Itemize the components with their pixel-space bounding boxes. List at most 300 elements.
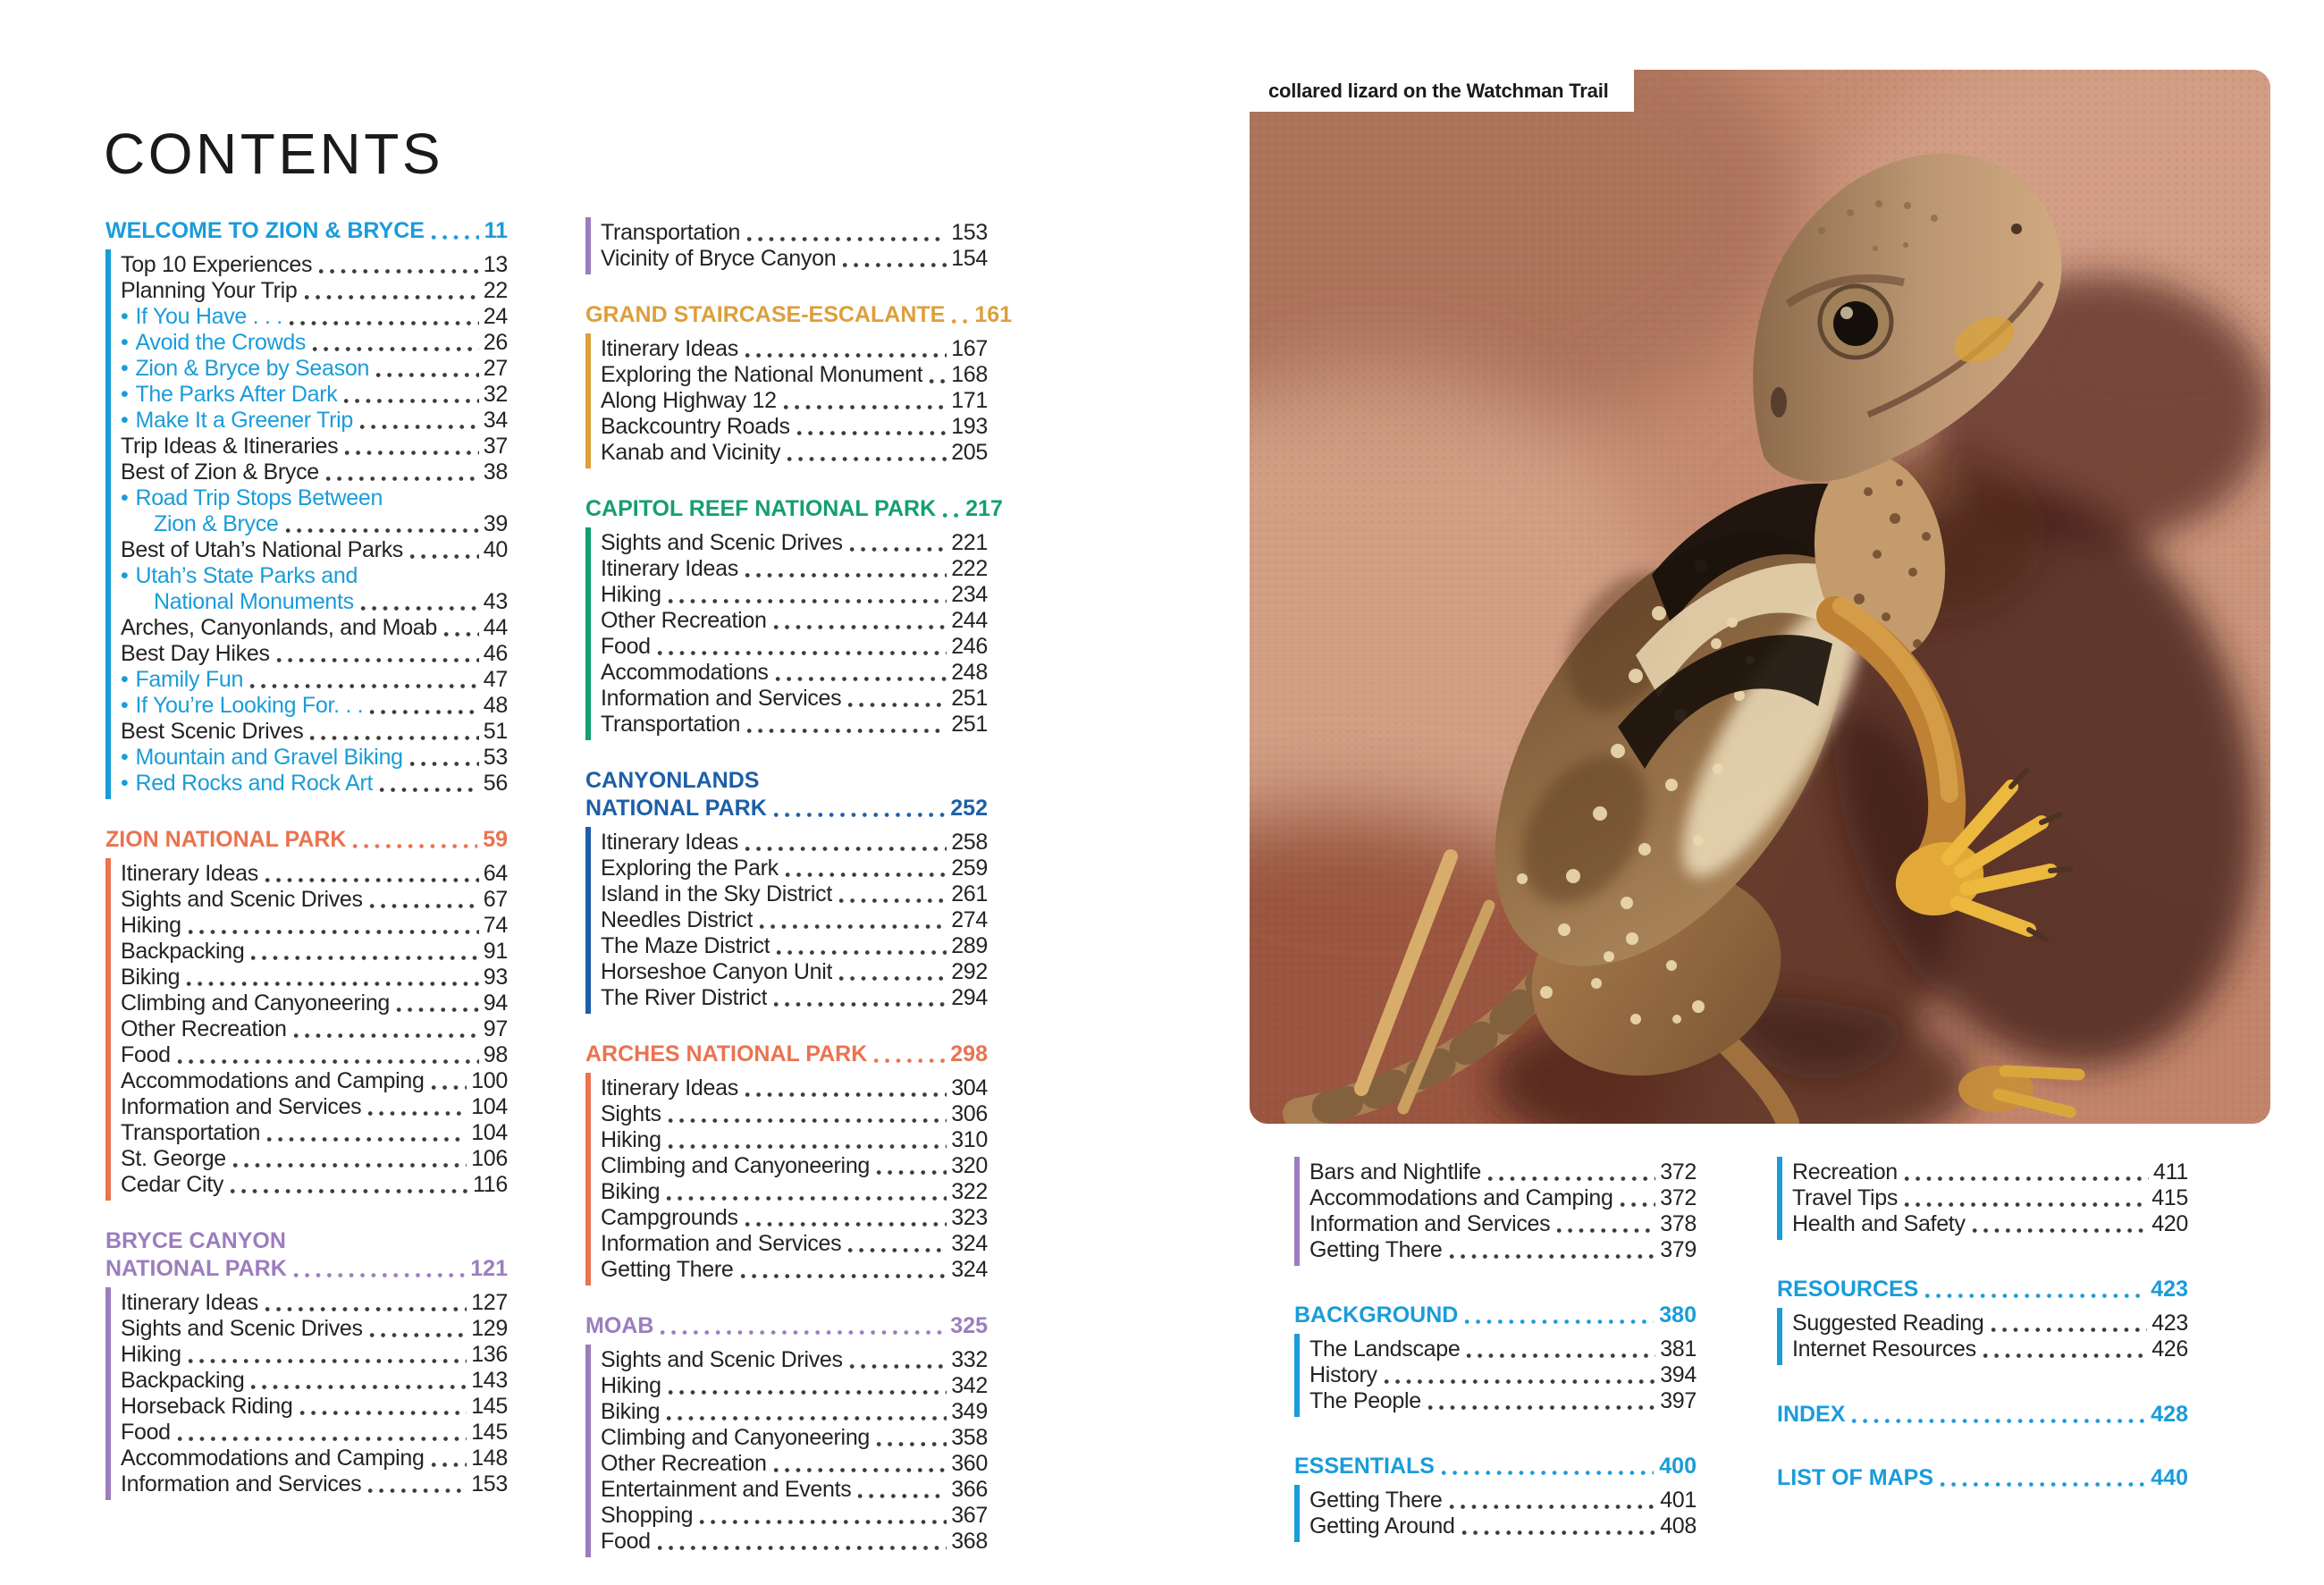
entry-label: Entertainment and Events <box>601 1477 852 1502</box>
section-header-line <box>105 1227 508 1255</box>
dotted-leader <box>369 709 478 715</box>
toc-entry <box>121 615 508 641</box>
section-header-line <box>585 301 1013 329</box>
toc-entry <box>1792 1159 2188 1185</box>
section-header-line <box>105 826 508 854</box>
dotted-leader <box>666 1415 947 1421</box>
dotted-leader <box>304 294 479 300</box>
dotted-leader <box>367 1488 467 1494</box>
dotted-leader <box>177 1058 479 1065</box>
entry-page-number: 129 <box>471 1316 508 1341</box>
section-page-number: 325 <box>950 1313 988 1338</box>
toc-entry <box>601 608 988 634</box>
dotted-leader <box>293 1033 479 1039</box>
section-title: BRYCE CANYON <box>105 1228 286 1253</box>
toc-section <box>1294 1453 1697 1542</box>
entry-page-number: 259 <box>951 856 988 881</box>
toc-entry <box>121 745 508 771</box>
entry-label: Along Highway 12 <box>601 388 777 413</box>
entry-label: Zion & Bryce <box>154 511 279 536</box>
section-header <box>1777 1276 2188 1303</box>
entry-page-number: 168 <box>951 362 988 387</box>
entry-page-number: 67 <box>483 887 508 912</box>
entry-list <box>105 1287 508 1500</box>
section-page-number: 440 <box>2151 1465 2188 1490</box>
entry-page-number: 153 <box>951 220 988 245</box>
dotted-leader <box>409 553 479 560</box>
section-title: CAPITOL REEF NATIONAL PARK <box>585 496 937 521</box>
entry-page-number: 94 <box>483 991 508 1016</box>
toc-entry <box>601 1347 988 1373</box>
entry-page-number: 167 <box>951 336 988 361</box>
entry-list <box>1294 1334 1697 1417</box>
section-title: INDEX <box>1777 1402 1846 1427</box>
section-header <box>585 301 1013 329</box>
dotted-leader <box>1620 1201 1656 1208</box>
section-header <box>585 1041 988 1068</box>
section-page-number: 423 <box>2151 1277 2188 1302</box>
entry-label: Cedar City <box>121 1172 224 1197</box>
toc-entry <box>121 887 508 913</box>
entry-label: Food <box>121 1420 171 1445</box>
toc-section <box>1777 1401 2188 1429</box>
toc-entry <box>121 408 508 434</box>
entry-label: Information and Services <box>121 1094 362 1119</box>
section-header <box>1294 1453 1697 1480</box>
toc-entry <box>1792 1185 2188 1211</box>
entry-page-number: 26 <box>483 330 508 355</box>
bullet-icon: • <box>121 667 129 692</box>
entry-label: History <box>1309 1362 1377 1387</box>
lizard-photo <box>1250 70 2270 1124</box>
entry-label: Information and Services <box>601 1231 842 1256</box>
entry-label: Zion & Bryce by Season <box>135 356 370 381</box>
toc-entry <box>601 1477 988 1503</box>
section-title: ESSENTIALS <box>1294 1454 1435 1479</box>
dotted-leader <box>188 929 479 935</box>
toc-section <box>1294 1157 1697 1266</box>
toc-entry <box>1309 1237 1697 1263</box>
section-title: BACKGROUND <box>1294 1303 1459 1328</box>
entry-page-number: 24 <box>483 304 508 329</box>
section-header <box>585 767 988 822</box>
dotted-leader <box>289 320 479 326</box>
dotted-leader <box>787 456 947 462</box>
toc-entry <box>121 771 508 797</box>
entry-label: Accommodations <box>601 660 769 685</box>
dotted-leader <box>1904 1176 2149 1182</box>
entry-page-number: 127 <box>471 1290 508 1315</box>
entry-label: Backpacking <box>121 1368 245 1393</box>
section-page-number: 252 <box>950 796 988 821</box>
toc-entry <box>121 485 508 511</box>
dotted-leader <box>942 512 960 518</box>
toc-section <box>105 217 508 799</box>
toc-entry <box>601 1503 988 1529</box>
dotted-leader <box>773 1467 947 1473</box>
dotted-leader <box>431 1462 467 1468</box>
entry-label: Best Day Hikes <box>121 641 270 666</box>
photo-caption: collared lizard on the Watchman Trail <box>1250 70 1634 112</box>
toc-entry <box>1309 1513 1697 1539</box>
entry-page-number: 246 <box>951 634 988 659</box>
toc-entry <box>601 1257 988 1283</box>
entry-label: Other Recreation <box>601 1451 767 1476</box>
entry-page-number: 294 <box>951 985 988 1010</box>
entry-label: Transportation <box>601 220 741 245</box>
dotted-leader <box>873 1058 945 1064</box>
dotted-leader <box>849 546 947 552</box>
bullet-icon: • <box>121 745 129 770</box>
entry-label: Biking <box>601 1399 661 1424</box>
entry-page-number: 22 <box>483 278 508 303</box>
entry-label: Suggested Reading <box>1792 1311 1984 1336</box>
entry-label: Family Fun <box>135 667 244 692</box>
entry-page-number: 372 <box>1660 1185 1697 1210</box>
entry-list <box>105 249 508 799</box>
entry-page-number: 368 <box>951 1529 988 1554</box>
toc-entry <box>121 356 508 382</box>
dotted-leader <box>266 1136 467 1142</box>
toc-entry <box>601 1425 988 1451</box>
entry-page-number: 360 <box>951 1451 988 1476</box>
section-header-line <box>1294 1453 1697 1480</box>
dotted-leader <box>876 1441 947 1447</box>
section-header-line <box>1777 1464 2188 1492</box>
toc-entry <box>1309 1488 1697 1513</box>
entry-page-number: 372 <box>1660 1159 1697 1185</box>
bullet-icon: • <box>121 771 129 796</box>
entry-label: Hiking <box>601 582 661 607</box>
entry-list <box>1294 1157 1697 1266</box>
entry-label: Avoid the Crowds <box>135 330 307 355</box>
entry-page-number: 261 <box>951 881 988 906</box>
toc-entry <box>601 907 988 933</box>
entry-label: Information and Services <box>601 686 842 711</box>
toc-entry <box>601 856 988 881</box>
entry-label: The River District <box>601 985 768 1010</box>
section-header-line <box>585 495 1003 523</box>
section-header <box>105 217 508 245</box>
entry-label: Recreation <box>1792 1159 1898 1185</box>
section-header <box>105 1227 508 1283</box>
toc-entry <box>601 985 988 1011</box>
entry-label: Travel Tips <box>1792 1185 1899 1210</box>
entry-page-number: 40 <box>483 537 508 562</box>
toc-entry <box>121 1068 508 1094</box>
entry-label: Vicinity of Bryce Canyon <box>601 246 837 271</box>
dotted-leader <box>775 676 947 682</box>
entry-page-number: 106 <box>471 1146 508 1171</box>
toc-entry <box>121 693 508 719</box>
dotted-leader <box>359 424 479 430</box>
entry-page-number: 332 <box>951 1347 988 1372</box>
bullet-icon: • <box>121 408 129 433</box>
toc-entry <box>601 1153 988 1179</box>
section-title: GRAND STAIRCASE-ESCALANTE <box>585 302 946 327</box>
entry-label: Getting There <box>1309 1488 1443 1513</box>
entry-page-number: 38 <box>483 459 508 485</box>
toc-entry <box>601 1399 988 1425</box>
toc-section <box>105 1227 508 1500</box>
bullet-icon: • <box>121 485 129 510</box>
dotted-leader <box>250 1384 467 1390</box>
dotted-leader <box>929 378 947 384</box>
toc-column-1 <box>105 217 508 1527</box>
toc-entry <box>601 830 988 856</box>
bullet-icon: • <box>121 563 129 588</box>
dotted-leader <box>1924 1293 2145 1299</box>
dotted-leader <box>249 683 479 689</box>
entry-page-number: 310 <box>951 1127 988 1152</box>
dotted-leader <box>312 346 479 352</box>
entry-page-number: 415 <box>2151 1185 2188 1210</box>
entry-page-number: 306 <box>951 1101 988 1126</box>
dotted-leader <box>431 1084 467 1091</box>
entry-page-number: 292 <box>951 959 988 984</box>
section-header-line <box>1777 1276 2188 1303</box>
entry-label: Information and Services <box>1309 1211 1551 1236</box>
dotted-leader <box>847 1247 947 1253</box>
entry-page-number: 13 <box>483 252 508 277</box>
entry-label: Food <box>601 1529 651 1554</box>
entry-page-number: 342 <box>951 1373 988 1398</box>
entry-page-number: 248 <box>951 660 988 685</box>
section-title: MOAB <box>585 1313 654 1338</box>
entry-label: Backcountry Roads <box>601 414 790 439</box>
entry-label: Transportation <box>121 1120 261 1145</box>
dotted-leader <box>1556 1227 1655 1234</box>
toc-entry <box>1309 1185 1697 1211</box>
dotted-leader <box>838 975 947 982</box>
entry-page-number: 64 <box>483 861 508 886</box>
toc-entry <box>1309 1362 1697 1388</box>
entry-page-number: 148 <box>471 1446 508 1471</box>
entry-label: The People <box>1309 1388 1421 1413</box>
entry-label: Biking <box>121 965 181 990</box>
entry-page-number: 420 <box>2151 1211 2188 1236</box>
entry-page-number: 258 <box>951 830 988 855</box>
dotted-leader <box>773 1001 947 1007</box>
bullet-icon: • <box>121 304 129 329</box>
dotted-leader <box>668 1143 947 1150</box>
toc-entry <box>121 939 508 965</box>
entry-label: Sights and Scenic Drives <box>601 530 843 555</box>
toc-entry <box>121 1420 508 1446</box>
entry-page-number: 366 <box>951 1477 988 1502</box>
toc-entry <box>121 563 508 589</box>
toc-entry <box>601 246 988 272</box>
dotted-leader <box>352 843 477 849</box>
dotted-leader <box>657 1545 947 1551</box>
dotted-leader <box>443 631 479 637</box>
section-header-line <box>585 795 988 822</box>
entry-page-number: 401 <box>1660 1488 1697 1513</box>
entry-page-number: 234 <box>951 582 988 607</box>
entry-label: Itinerary Ideas <box>121 861 258 886</box>
toc-section <box>585 767 988 1014</box>
entry-label: National Monuments <box>154 589 354 614</box>
toc-entry <box>121 1016 508 1042</box>
dotted-leader <box>293 1272 466 1278</box>
dotted-leader <box>657 650 947 656</box>
entry-page-number: 251 <box>951 712 988 737</box>
toc-section <box>1294 1302 1697 1417</box>
dotted-leader <box>849 1363 947 1370</box>
dotted-leader <box>299 1410 467 1416</box>
entry-page-number: 397 <box>1660 1388 1697 1413</box>
toc-entry <box>121 1446 508 1471</box>
dotted-leader <box>232 1162 467 1168</box>
section-header <box>1777 1401 2188 1429</box>
section-title: NATIONAL PARK <box>585 796 767 821</box>
dotted-leader <box>1983 1353 2147 1359</box>
entry-page-number: 46 <box>483 641 508 666</box>
entry-label: Hiking <box>601 1373 661 1398</box>
entry-label: Transportation <box>601 712 741 737</box>
dotted-leader <box>746 728 947 734</box>
dotted-leader <box>177 1436 467 1442</box>
entry-page-number: 97 <box>483 1016 508 1041</box>
entry-page-number: 143 <box>471 1368 508 1393</box>
section-page-number: 400 <box>1659 1454 1697 1479</box>
entry-list <box>585 1073 988 1286</box>
entry-page-number: 323 <box>951 1205 988 1230</box>
entry-page-number: 379 <box>1660 1237 1697 1262</box>
section-page-number: 428 <box>2151 1402 2188 1427</box>
entry-page-number: 136 <box>471 1342 508 1367</box>
dotted-leader <box>745 1221 947 1227</box>
dotted-leader <box>1487 1176 1655 1182</box>
entry-label: Food <box>601 634 651 659</box>
toc-entry <box>121 991 508 1016</box>
entry-label: Itinerary Ideas <box>121 1290 258 1315</box>
section-header-line <box>105 1255 508 1283</box>
section-page-number: 298 <box>950 1041 988 1067</box>
dotted-leader <box>276 657 479 663</box>
toc-entry <box>121 589 508 615</box>
entry-label: Biking <box>601 1179 661 1204</box>
section-page-number: 380 <box>1659 1303 1697 1328</box>
section-title: ZION NATIONAL PARK <box>105 827 347 852</box>
entry-list <box>585 827 988 1014</box>
entry-page-number: 43 <box>483 589 508 614</box>
entry-page-number: 381 <box>1660 1336 1697 1362</box>
entry-page-number: 104 <box>471 1120 508 1145</box>
toc-entry <box>1309 1388 1697 1414</box>
entry-page-number: 154 <box>951 246 988 271</box>
entry-label: Sights and Scenic Drives <box>121 887 363 912</box>
toc-entry <box>121 1094 508 1120</box>
entry-page-number: 34 <box>483 408 508 433</box>
section-title: RESOURCES <box>1777 1277 1919 1302</box>
toc-entry <box>121 1120 508 1146</box>
toc-entry <box>601 414 988 440</box>
dotted-leader <box>668 598 947 604</box>
entry-label: Red Rocks and Rock Art <box>135 771 374 796</box>
section-page-number: 217 <box>965 496 1003 521</box>
toc-entry <box>601 530 988 556</box>
toc-entry <box>601 556 988 582</box>
entry-label: Itinerary Ideas <box>601 1075 738 1100</box>
toc-entry <box>121 861 508 887</box>
section-page-number: 59 <box>483 827 508 852</box>
entry-label: Accommodations and Camping <box>121 1068 425 1093</box>
entry-list <box>585 527 988 740</box>
section-header-line <box>585 767 988 795</box>
dotted-leader <box>188 1358 467 1364</box>
entry-list <box>1777 1308 2188 1365</box>
dotted-leader <box>1851 1418 2145 1424</box>
toc-section <box>1777 1157 2188 1240</box>
dotted-leader <box>745 352 947 358</box>
entry-label: If You Have . . . <box>135 304 282 329</box>
toc-entry <box>121 304 508 330</box>
entry-label: Health and Safety <box>1792 1211 1966 1236</box>
dotted-leader <box>796 430 947 436</box>
section-title: CANYONLANDS <box>585 768 760 793</box>
entry-page-number: 53 <box>483 745 508 770</box>
dotted-leader <box>250 955 478 961</box>
entry-label: Shopping <box>601 1503 694 1528</box>
entry-page-number: 145 <box>471 1420 508 1445</box>
dotted-leader <box>1940 1481 2145 1488</box>
toc-entry <box>601 1451 988 1477</box>
toc-entry <box>601 220 988 246</box>
entry-page-number: 349 <box>951 1399 988 1424</box>
section-header-line <box>105 217 508 245</box>
entry-page-number: 324 <box>951 1231 988 1256</box>
toc-entry <box>121 278 508 304</box>
entry-page-number: 289 <box>951 933 988 958</box>
toc-entry <box>121 459 508 485</box>
toc-entry <box>121 1042 508 1068</box>
entry-page-number: 27 <box>483 356 508 381</box>
entry-label: Hiking <box>601 1127 661 1152</box>
entry-page-number: 358 <box>951 1425 988 1450</box>
dotted-leader <box>838 898 947 904</box>
entry-page-number: 251 <box>951 686 988 711</box>
toc-entry <box>601 1075 988 1101</box>
bullet-icon: • <box>121 356 129 381</box>
section-header <box>585 495 1003 523</box>
entry-page-number: 116 <box>473 1172 508 1197</box>
toc-entry <box>121 1342 508 1368</box>
entry-page-number: 426 <box>2151 1336 2188 1362</box>
entry-page-number: 104 <box>471 1094 508 1119</box>
toc-entry <box>601 1205 988 1231</box>
entry-page-number: 324 <box>951 1257 988 1282</box>
lizard-illustration <box>1250 70 2270 1124</box>
toc-entry <box>1792 1211 2188 1237</box>
entry-label: If You’re Looking For. . . <box>135 693 364 718</box>
toc-entry <box>601 1127 988 1153</box>
dotted-leader <box>660 1329 945 1336</box>
entry-label: Hiking <box>121 913 181 938</box>
entry-label: Getting There <box>1309 1237 1443 1262</box>
entry-label: Needles District <box>601 907 754 932</box>
entry-page-number: 44 <box>483 615 508 640</box>
dotted-leader <box>773 624 947 630</box>
section-header <box>585 1312 988 1340</box>
entry-page-number: 32 <box>483 382 508 407</box>
dotted-leader <box>1427 1404 1655 1411</box>
entry-label: Arches, Canyonlands, and Moab <box>121 615 438 640</box>
entry-page-number: 51 <box>483 719 508 744</box>
toc-entry <box>601 1231 988 1257</box>
dotted-leader <box>325 476 479 482</box>
dotted-leader <box>1464 1319 1654 1325</box>
